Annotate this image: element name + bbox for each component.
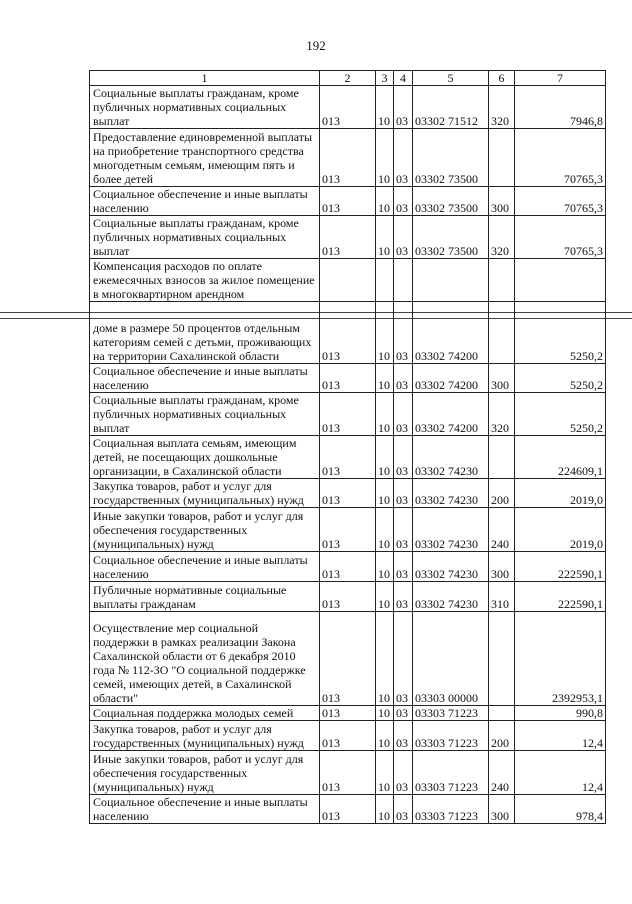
row-amount-cell: 2019,0 bbox=[515, 479, 606, 508]
row-subsection-cell: 03 bbox=[394, 721, 413, 751]
row-amount-cell: 5250,2 bbox=[515, 393, 606, 436]
row-amount-cell: 5250,2 bbox=[515, 302, 606, 364]
table-row bbox=[90, 612, 606, 706]
row-amount-cell: 7946,8 bbox=[515, 86, 606, 129]
row-amount-cell: 2019,0 bbox=[515, 508, 606, 552]
row-expense-type-cell: 240 bbox=[489, 751, 515, 795]
row-code-cell bbox=[320, 259, 376, 302]
row-amount-cell: 70765,3 bbox=[515, 187, 606, 216]
row-code-cell: 013 bbox=[320, 582, 376, 612]
row-subsection-cell: 03 bbox=[394, 364, 413, 393]
row-section-cell: 10 bbox=[376, 129, 394, 187]
row-expense-type-cell: 320 bbox=[489, 86, 515, 129]
row-name-cell: Закупка товаров, работ и услуг для государственных (муниципальных) нужд bbox=[90, 721, 320, 751]
row-section-cell: 10 bbox=[376, 86, 394, 129]
row-target-cell: 03303 71223 bbox=[413, 721, 489, 751]
row-expense-type-cell: 200 bbox=[489, 721, 515, 751]
row-subsection-cell: 03 bbox=[394, 582, 413, 612]
row-name-cell: Социальные выплаты гражданам, кроме публичных нормативных социальных выплат bbox=[90, 216, 320, 259]
table-row bbox=[90, 721, 606, 751]
column-header: 7 bbox=[515, 71, 606, 86]
table-row bbox=[90, 216, 606, 259]
row-subsection-cell: 03 bbox=[394, 751, 413, 795]
row-subsection-cell: 03 bbox=[394, 706, 413, 721]
row-expense-type-cell: 300 bbox=[489, 364, 515, 393]
table-row bbox=[90, 86, 606, 129]
column-header: 2 bbox=[320, 71, 376, 86]
row-subsection-cell: 03 bbox=[394, 86, 413, 129]
row-code-cell: 013 bbox=[320, 393, 376, 436]
row-name-cell: Социальное обеспечение и иные выплаты населению bbox=[90, 364, 320, 393]
row-code-cell: 013 bbox=[320, 216, 376, 259]
row-expense-type-cell bbox=[489, 706, 515, 721]
row-expense-type-cell: 300 bbox=[489, 552, 515, 582]
row-subsection-cell: 03 bbox=[394, 552, 413, 582]
row-amount-cell: 70765,3 bbox=[515, 216, 606, 259]
row-section-cell: 10 bbox=[376, 508, 394, 552]
table-body bbox=[90, 86, 606, 824]
row-section-cell bbox=[376, 259, 394, 302]
row-amount-cell: 978,4 bbox=[515, 795, 606, 824]
row-section-cell: 10 bbox=[376, 302, 394, 364]
row-expense-type-cell bbox=[489, 436, 515, 479]
row-expense-type-cell bbox=[489, 129, 515, 187]
row-target-cell: 03302 74200 bbox=[413, 393, 489, 436]
row-target-cell: 03302 73500 bbox=[413, 187, 489, 216]
row-expense-type-cell: 320 bbox=[489, 216, 515, 259]
table-row bbox=[90, 479, 606, 508]
row-target-cell: 03303 71223 bbox=[413, 751, 489, 795]
row-target-cell: 03302 73500 bbox=[413, 129, 489, 187]
row-code-cell: 013 bbox=[320, 508, 376, 552]
table-row bbox=[90, 508, 606, 552]
row-section-cell: 10 bbox=[376, 582, 394, 612]
row-expense-type-cell bbox=[489, 259, 515, 302]
row-target-cell: 03302 74230 bbox=[413, 508, 489, 552]
row-section-cell: 10 bbox=[376, 364, 394, 393]
table-row bbox=[90, 393, 606, 436]
column-header: 6 bbox=[489, 71, 515, 86]
row-target-cell: 03302 71512 bbox=[413, 86, 489, 129]
row-subsection-cell: 03 bbox=[394, 216, 413, 259]
row-subsection-cell: 03 bbox=[394, 612, 413, 706]
row-amount-cell: 990,8 bbox=[515, 706, 606, 721]
row-section-cell: 10 bbox=[376, 216, 394, 259]
row-section-cell: 10 bbox=[376, 795, 394, 824]
row-section-cell: 10 bbox=[376, 479, 394, 508]
row-code-cell: 013 bbox=[320, 364, 376, 393]
row-code-cell: 013 bbox=[320, 552, 376, 582]
table-row bbox=[90, 436, 606, 479]
row-name-cell: Иные закупки товаров, работ и услуг для обеспечения государственных (муниципальных) нужд bbox=[90, 751, 320, 795]
row-name-cell: Предоставление единовременной выплаты на приобретение транспортного средства многодетным семьям, имеющим пять и более детей bbox=[90, 129, 320, 187]
row-subsection-cell bbox=[394, 259, 413, 302]
row-expense-type-cell: 240 bbox=[489, 508, 515, 552]
row-name-cell: Осуществление мер социальной поддержки в рамках реализации Закона Сахалинской области от 6 декабря 2010 года № 112-ЗО "О социальной поддержке семей, имеющих детей, в Сахалинской области" bbox=[90, 612, 320, 706]
row-target-cell: 03303 71223 bbox=[413, 706, 489, 721]
row-name-cell: Социальная выплата семьям, имеющим детей, не посещающих дошкольные организации, в Сахалинской области bbox=[90, 436, 320, 479]
row-target-cell: 03302 74230 bbox=[413, 436, 489, 479]
row-target-cell: 03302 74230 bbox=[413, 479, 489, 508]
row-amount-cell: 70765,3 bbox=[515, 129, 606, 187]
row-name-cell: доме в размере 50 процентов отдельным категориям семей с детьми, проживающих на территории Сахалинской области bbox=[90, 302, 320, 364]
row-subsection-cell: 03 bbox=[394, 129, 413, 187]
row-code-cell: 013 bbox=[320, 129, 376, 187]
column-header: 3 bbox=[376, 71, 394, 86]
row-expense-type-cell: 300 bbox=[489, 187, 515, 216]
row-subsection-cell: 03 bbox=[394, 795, 413, 824]
table-row bbox=[90, 795, 606, 824]
row-subsection-cell: 03 bbox=[394, 508, 413, 552]
row-subsection-cell: 03 bbox=[394, 436, 413, 479]
row-subsection-cell: 03 bbox=[394, 393, 413, 436]
table-row bbox=[90, 187, 606, 216]
row-amount-cell: 5250,2 bbox=[515, 364, 606, 393]
row-target-cell: 03302 74230 bbox=[413, 582, 489, 612]
row-name-cell: Социальное обеспечение и иные выплаты населению bbox=[90, 187, 320, 216]
row-target-cell: 03302 74200 bbox=[413, 364, 489, 393]
row-name-cell: Закупка товаров, работ и услуг для государственных (муниципальных) нужд bbox=[90, 479, 320, 508]
row-code-cell: 013 bbox=[320, 721, 376, 751]
row-expense-type-cell: 310 bbox=[489, 582, 515, 612]
row-section-cell: 10 bbox=[376, 612, 394, 706]
column-header: 4 bbox=[394, 71, 413, 86]
row-name-cell: Социальная поддержка молодых семей bbox=[90, 706, 320, 721]
row-subsection-cell: 03 bbox=[394, 302, 413, 364]
row-amount-cell: 222590,1 bbox=[515, 552, 606, 582]
row-name-cell: Публичные нормативные социальные выплаты гражданам bbox=[90, 582, 320, 612]
table-row bbox=[90, 302, 606, 364]
row-expense-type-cell: 320 bbox=[489, 393, 515, 436]
budget-table bbox=[89, 70, 606, 824]
row-expense-type-cell bbox=[489, 612, 515, 706]
row-expense-type-cell: 200 bbox=[489, 479, 515, 508]
page-number: 192 bbox=[306, 38, 326, 53]
row-section-cell: 10 bbox=[376, 187, 394, 216]
row-target-cell: 03303 71223 bbox=[413, 795, 489, 824]
table-row bbox=[90, 552, 606, 582]
row-name-cell: Компенсация расходов по оплате ежемесячных взносов за жилое помещение в многоквартирном арендном bbox=[90, 259, 320, 302]
row-code-cell: 013 bbox=[320, 302, 376, 364]
row-name-cell: Иные закупки товаров, работ и услуг для обеспечения государственных (муниципальных) нужд bbox=[90, 508, 320, 552]
row-target-cell bbox=[413, 259, 489, 302]
row-subsection-cell: 03 bbox=[394, 187, 413, 216]
row-amount-cell: 12,4 bbox=[515, 721, 606, 751]
row-section-cell: 10 bbox=[376, 751, 394, 795]
row-section-cell: 10 bbox=[376, 721, 394, 751]
row-expense-type-cell bbox=[489, 302, 515, 364]
row-expense-type-cell: 300 bbox=[489, 795, 515, 824]
row-code-cell: 013 bbox=[320, 795, 376, 824]
row-name-cell: Социальное обеспечение и иные выплаты населению bbox=[90, 552, 320, 582]
row-subsection-cell: 03 bbox=[394, 479, 413, 508]
row-amount-cell bbox=[515, 259, 606, 302]
table-row bbox=[90, 129, 606, 187]
table-header-row bbox=[90, 71, 606, 86]
row-amount-cell: 222590,1 bbox=[515, 582, 606, 612]
table-row bbox=[90, 582, 606, 612]
column-header: 1 bbox=[90, 71, 320, 86]
row-section-cell: 10 bbox=[376, 706, 394, 721]
row-code-cell: 013 bbox=[320, 187, 376, 216]
row-target-cell: 03302 74200 bbox=[413, 302, 489, 364]
row-code-cell: 013 bbox=[320, 86, 376, 129]
row-code-cell: 013 bbox=[320, 479, 376, 508]
row-section-cell: 10 bbox=[376, 552, 394, 582]
row-amount-cell: 224609,1 bbox=[515, 436, 606, 479]
row-code-cell: 013 bbox=[320, 612, 376, 706]
column-header: 5 bbox=[413, 71, 489, 86]
row-target-cell: 03302 73500 bbox=[413, 216, 489, 259]
table-row bbox=[90, 706, 606, 721]
row-section-cell: 10 bbox=[376, 393, 394, 436]
row-target-cell: 03302 74230 bbox=[413, 552, 489, 582]
row-amount-cell: 12,4 bbox=[515, 751, 606, 795]
row-code-cell: 013 bbox=[320, 706, 376, 721]
row-name-cell: Социальное обеспечение и иные выплаты населению bbox=[90, 795, 320, 824]
row-amount-cell: 2392953,1 bbox=[515, 612, 606, 706]
table-row bbox=[90, 751, 606, 795]
row-section-cell: 10 bbox=[376, 436, 394, 479]
row-target-cell: 03303 00000 bbox=[413, 612, 489, 706]
row-name-cell: Социальные выплаты гражданам, кроме публичных нормативных социальных выплат bbox=[90, 393, 320, 436]
row-code-cell: 013 bbox=[320, 751, 376, 795]
row-name-cell: Социальные выплаты гражданам, кроме публичных нормативных социальных выплат bbox=[90, 86, 320, 129]
row-code-cell: 013 bbox=[320, 436, 376, 479]
table-row bbox=[90, 259, 606, 302]
table-row bbox=[90, 364, 606, 393]
